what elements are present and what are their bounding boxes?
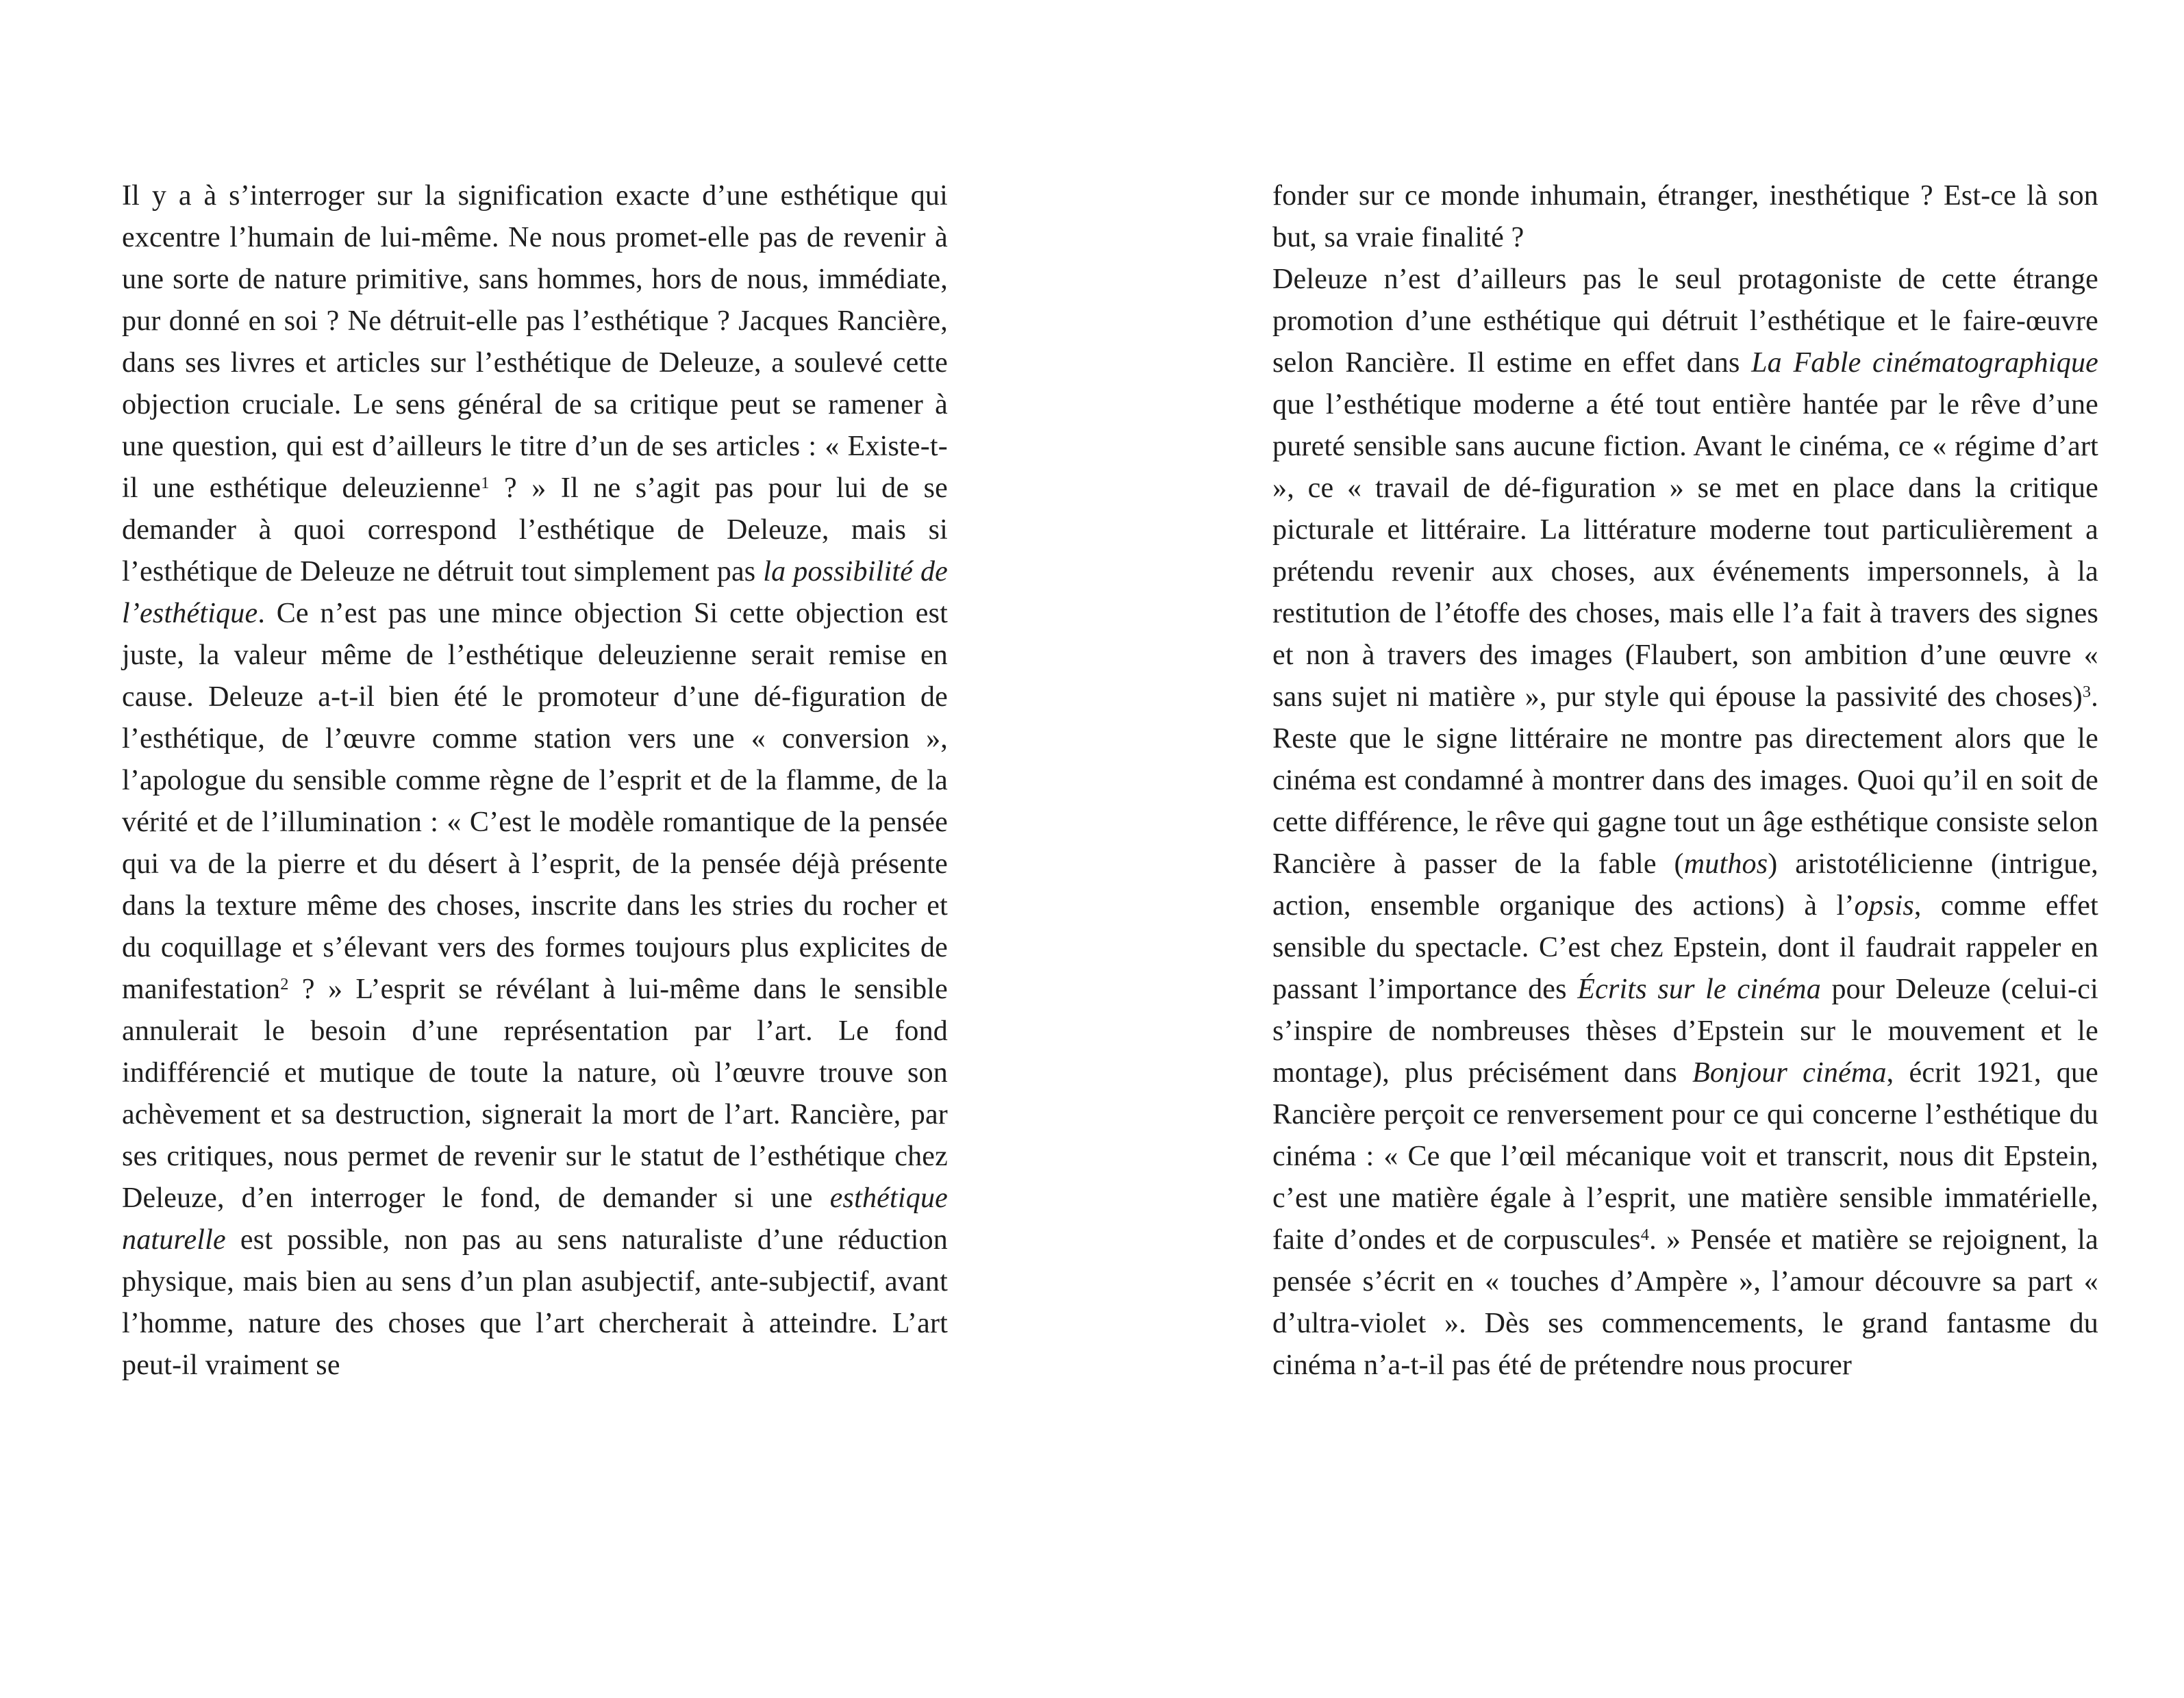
text-segment: ) aristotélicienne (intrigue, action, ensemble organique des actions) à l’ xyxy=(1272,848,2098,922)
italic-text-segment: Écrits sur le cinéma xyxy=(1577,974,1821,1005)
text-segment: pour Deleuze (celui-ci s’inspire de nombreuses thèses d’Epstein sur le mouvement et le montage), plus précisément dans xyxy=(1272,974,2099,1089)
text-segment: que l’esthétique moderne a été tout entière hantée par le rêve d’une pureté sensible sans aucune fiction. Avant le cinéma, ce « régime d’art », ce « travail de dé-figuration » se met en place dans la critique picturale et littéraire. La littérature moderne tout particulièrement a prétendu revenir aux choses, aux événements impersonnels, à la restitution de l’étoffe des choses, mais elle l’a fait à travers des signes et non à travers des images (Flaubert, son ambition d’une œuvre « sans sujet ni matière », pur style qui épouse la passivité des choses) xyxy=(1272,389,2098,713)
text-segment: . » Pensée et matière se rejoignent, la pensée s’écrit en « touches d’Ampère », l’amour découvre sa part « d’ultra-violet ». Dès ses commencements, le grand fantasme du cinéma n’a-t-il pas été de prétendre nous procurer xyxy=(1272,1224,2098,1381)
italic-text-segment: esthétique naturelle xyxy=(122,1182,948,1256)
paragraph xyxy=(122,175,948,1386)
text-segment: Il y a à s’interroger sur la signification exacte d’une esthétique qui excentre l’humain de lui-même. Ne nous promet-elle pas de revenir à une sorte de nature primitive, sans hommes, hors de nous, immédiate, pur donné en soi ? Ne détruit-elle pas l’esthétique ? Jacques Rancière, dans ses livres et articles sur l’esthétique de Deleuze, a soulevé cette objection cruciale. Le sens général de sa critique peut se ramener à une question, qui est d’ailleurs le titre d’un de ses articles : « Existe-t-il une esthétique deleuzienne xyxy=(122,180,948,504)
footnote-marker: 3 xyxy=(2082,683,2092,702)
italic-text-segment: opsis xyxy=(1854,890,1914,922)
text-segment: est possible, non pas au sens naturaliste d’une réduction physique, mais bien au sens d’un plan asubjectif, ante-subjectif, avant l’homme, nature des choses que l’art chercherait à atteindre. L’art peut-il vraiment se xyxy=(122,1224,948,1381)
text-column-left xyxy=(122,175,948,1386)
text-segment: , écrit 1921, que Rancière perçoit ce renversement pour ce qui concerne l’esthétique du cinéma : « Ce que l’œil mécanique voit et transcrit, nous dit Epstein, c’est une matière égale à l’esprit, une matière sensible immatérielle, faite d’ondes et de corpuscules xyxy=(1272,1057,2098,1256)
text-segment: fonder sur ce monde inhumain, étranger, inesthétique ? Est-ce là son but, sa vraie finalité ? xyxy=(1272,180,2098,253)
paragraph xyxy=(1272,175,2098,259)
footnote-marker: 4 xyxy=(1640,1226,1650,1245)
footnote-marker: 1 xyxy=(481,474,490,493)
text-segment: ? » Il ne s’agit pas pour lui de se demander à quoi correspond l’esthétique de Deleuze, mais si l’esthétique de Deleuze ne détruit tout simplement pas xyxy=(122,472,949,587)
italic-text-segment: La Fable cinématographique xyxy=(1751,347,2098,379)
italic-text-segment: Bonjour cinéma xyxy=(1692,1057,1887,1089)
text-segment: . Reste que le signe littéraire ne montre pas directement alors que le cinéma est condamné à montrer dans des images. Quoi qu’il en soit de cette différence, le rêve qui gagne tout un âge esthétique consiste selon Rancière à passer de la fable ( xyxy=(1272,681,2098,880)
text-segment: Deleuze n’est d’ailleurs pas le seul protagoniste de cette étrange promotion d’une esthétique qui détruit l’esthétique et le faire-œuvre selon Rancière. Il estime en effet dans xyxy=(1272,264,2098,379)
text-segment: . Ce n’est pas une mince objection Si cette objection est juste, la valeur même de l’esthétique deleuzienne serait remise en cause. Deleuze a-t-il bien été le promoteur d’une dé-figuration de l’esthétique, de l’œuvre comme station vers une « conversion », l’apologue du sensible comme règne de l’esprit et de la flamme, de la vérité et de l’illumination : « C’est le modèle romantique de la pensée qui va de la pierre et du désert à l’esprit, de la pensée déjà présente dans la texture même des choses, inscrite dans les stries du rocher et du coquillage et s’élevant vers des formes toujours plus explicites de manifestation xyxy=(122,598,948,1005)
footnote-marker: 2 xyxy=(280,975,289,994)
italic-text-segment: la possibilité de l’esthétique xyxy=(122,556,948,629)
text-column-right xyxy=(1272,175,2098,1386)
text-segment: , comme effet sensible du spectacle. C’est chez Epstein, dont il faudrait rappeler en passant l’importance des xyxy=(1272,890,2098,1005)
paragraph xyxy=(1272,259,2098,1386)
text-segment: ? » L’esprit se révélant à lui-même dans le sensible annulerait le besoin d’une représentation par l’art. Le fond indifférencié et mutique de toute la nature, où l’œuvre trouve son achèvement et sa destruction, signerait la mort de l’art. Rancière, par ses critiques, nous permet de revenir sur le statut de l’esthétique chez Deleuze, d’en interroger le fond, de demander si une xyxy=(122,974,948,1214)
italic-text-segment: muthos xyxy=(1683,848,1768,880)
